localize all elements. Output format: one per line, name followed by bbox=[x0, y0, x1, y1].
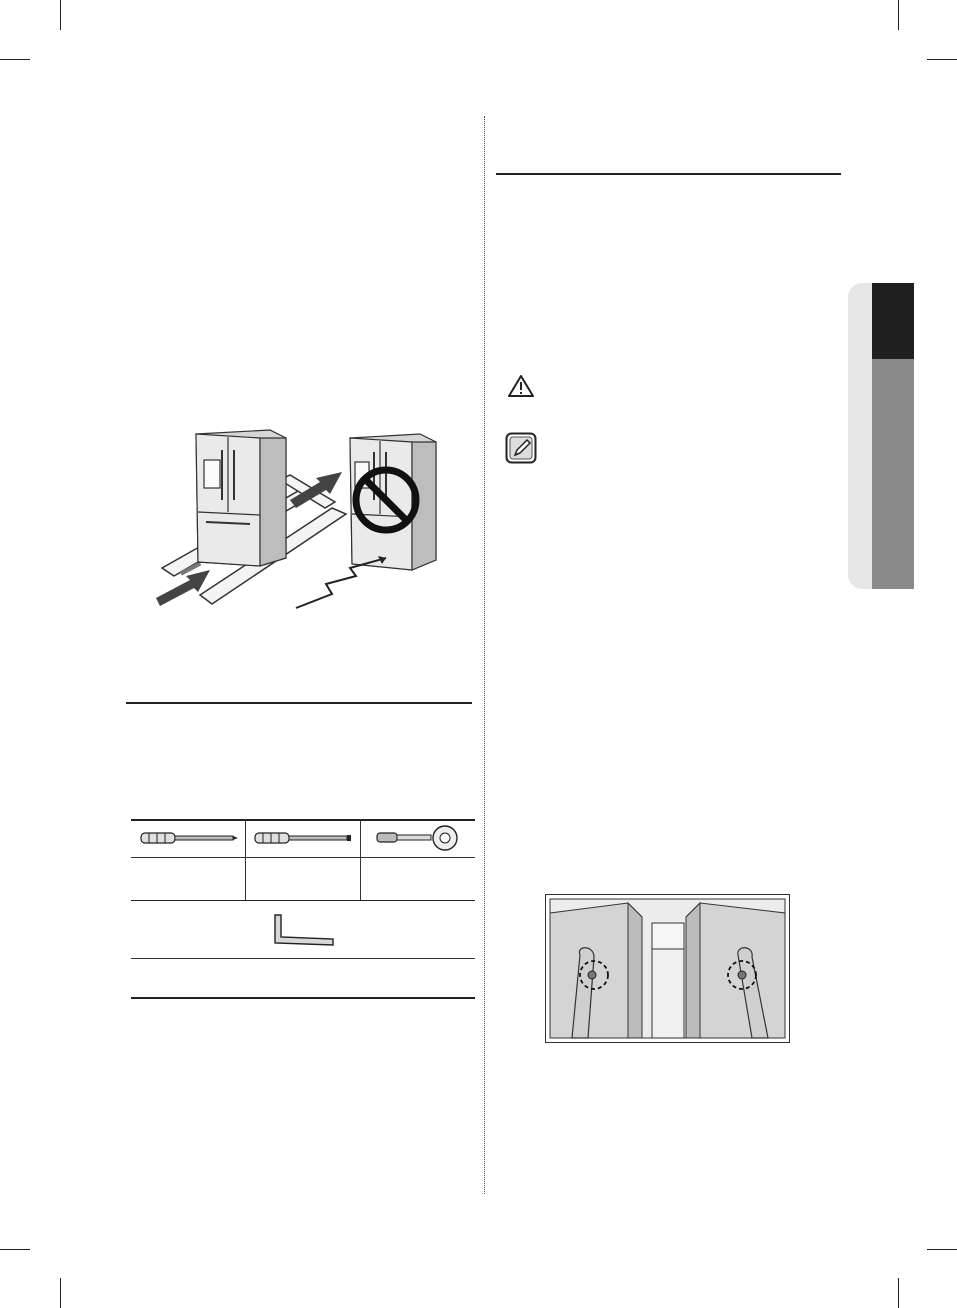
crop-mark-bottom-left-h bbox=[0, 1249, 30, 1250]
left-section-rule bbox=[126, 702, 472, 704]
section-tab-active bbox=[872, 283, 914, 359]
warning-triangle-icon bbox=[507, 374, 535, 398]
note-pencil-icon bbox=[505, 432, 537, 464]
socket-wrench-icon bbox=[375, 825, 467, 851]
column-divider bbox=[484, 116, 485, 1194]
flat-screwdriver-icon bbox=[253, 829, 353, 847]
crop-mark-bottom-left-v bbox=[60, 1278, 61, 1308]
crop-mark-top-right-v bbox=[898, 0, 899, 30]
phillips-screwdriver-icon bbox=[139, 829, 239, 847]
allen-wrench-icon bbox=[269, 911, 339, 949]
section-tab-inactive bbox=[872, 359, 914, 589]
door-hinge-photo bbox=[545, 894, 790, 1043]
refrigerator-right bbox=[350, 434, 436, 570]
crop-mark-top-right-h bbox=[927, 59, 957, 60]
crop-mark-bottom-right-v bbox=[898, 1278, 899, 1308]
crop-mark-bottom-right-h bbox=[927, 1249, 957, 1250]
right-section-rule bbox=[496, 173, 841, 175]
refrigerator-moving-illustration bbox=[150, 420, 450, 620]
crop-mark-top-left-v bbox=[60, 0, 61, 30]
refrigerator-left bbox=[196, 430, 286, 566]
door-hinge-illustration bbox=[546, 895, 789, 1042]
crop-mark-top-left-h bbox=[0, 59, 30, 60]
tools-table bbox=[131, 819, 475, 999]
